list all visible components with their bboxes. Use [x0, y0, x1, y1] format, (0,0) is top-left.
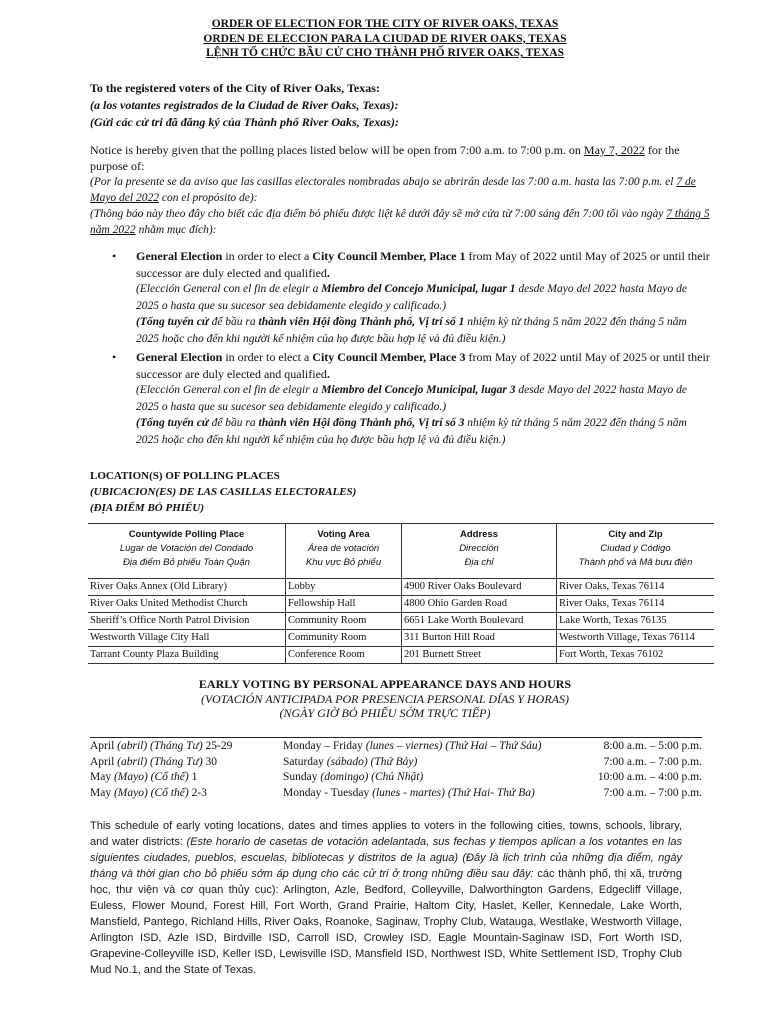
- column-header: Voting Area Área de votación Khu vực Bỏ phiếu: [286, 524, 402, 579]
- salutation-spanish: (a los votantes registrados de la Ciudad de River Oaks, Texas):: [90, 98, 399, 112]
- column-header: City and Zip Ciudad y Código Thành phố và Mã bưu điện: [557, 524, 715, 579]
- schedule-row: May (Mayo) (Cổ thể) 1 Sunday (domingo) (Chủ Nhật) 10:00 a.m. – 4:00 p.m.: [90, 771, 702, 783]
- bullet-icon: •: [112, 249, 117, 263]
- column-header: Countywide Polling Place Lugar de Votación del Condado Địa điểm Bỏ phiếu Toàn Quận: [88, 524, 286, 579]
- locations-heading: LOCATION(S) OF POLLING PLACES (UBICACION(ES) DE LAS CASILLAS ELECTORALES) (ĐỊA ĐIỂM BỎ PHIẾU): [90, 470, 357, 514]
- title-vietnamese: LỆNH TỔ CHỨC BẦU CỬ CHO THÀNH PHỐ RIVER OAKS, TEXAS: [206, 47, 564, 59]
- early-voting-heading: EARLY VOTING BY PERSONAL APPEARANCE DAYS AND HOURS (VOTACIÓN ANTICIPADA POR PRESENCIA PERSONAL DÍAS Y HORAS) (NGÀY GIỜ BỎ PHIẾU SỚM TRỰC TIẾP): [198, 677, 572, 720]
- schedule-row: April (abril) (Tháng Tư) 25-29 Monday – Friday (lunes – viernes) (Thứ Hai – Thứ Sáu) 8:00 a.m. – 5:00 p.m.: [90, 740, 702, 752]
- purpose-item: • General Election in order to elect a City Council Member, Place 1 from May of 2022 until May of 2025 or until their successor are duly elected and qualified. (Elección General con el fin de elegir a Miembro del Concejo Municipal, lugar 1 desde Mayo del 2022 hasta Mayo de 2025 o hasta que su sucesor sea debidamente elegido y calificado.) (Tổng tuyển cử để bầu ra thành viên Hội đồng Thành phố, Vị trí số 1 nhiệm kỳ từ tháng 5 năm 2022 đến tháng 5 năm 2025 hoặc cho đến khi người kế nhiệm của họ được bầu hợp lệ và đủ điều kiện.): [112, 249, 710, 345]
- table-row: Sheriff’s Office North Patrol Division Community Room 6651 Lake Worth Boulevard Lake Worth, Texas 76135: [88, 613, 714, 630]
- schedule-row: April (abril) (Tháng Tư) 30 Saturday (sábado) (Thứ Bảy) 7:00 a.m. – 7:00 p.m.: [90, 755, 702, 768]
- election-date: May 7, 2022: [583, 143, 645, 157]
- purpose-item: • General Election in order to elect a City Council Member, Place 3 from May of 2022 until May of 2025 or until their successor are duly elected and qualified. (Elección General con el fin de elegir a Miembro del Concejo Municipal, lugar 3 desde Mayo del 2022 hasta Mayo de 2025 o hasta que su sucesor sea debidamente elegido y calificado.) (Tổng tuyển cử để bầu ra thành viên Hội đồng Thành phố, Vị trí số 3 nhiệm kỳ từ tháng 5 năm 2022 đến tháng 5 năm 2025 hoặc cho đến khi người kế nhiệm của họ được bầu hợp lệ và đủ điều kiện.): [112, 350, 710, 446]
- salutation: [90, 80, 710, 131]
- polling-places-table: [88, 523, 714, 664]
- title-spanish: ORDEN DE ELECCION PARA LA CIUDAD DE RIVER OAKS, TEXAS: [203, 32, 567, 45]
- table-row: Tarrant County Plaza Building Conference Room 201 Burnett Street Fort Worth, Texas 76102: [88, 647, 714, 664]
- notice-vietnamese: (Thông báo này theo đây cho biết các địa điểm bỏ phiếu được liệt kê dưới đây sẽ mở cửa từ 7:00 sáng đến 7:00 tối vào ngày 7 tháng 5 năm 2022 nhằm mục đích):: [90, 208, 710, 236]
- election-purposes: [90, 248, 712, 450]
- applicability-paragraph: This schedule of early voting locations, dates and times applies to voters in the following cities, towns, schools, library, and water districts: (Este horario de casetas de votación adelantada, sus fechas y tiempos aplican a los votantes en las siguientes ciudades, pueblos, escuelas, bibliotecas y distritos de la agua) (Đây là lịch trình của những địa điểm, ngày tháng và thời gian cho bỏ phiếu sớm áp dụng cho các cử tri ở trong những điều sau đây: các thành phố, thị xã, trường học, thư viện và cơ quan thủy cục): Arlington, Azle, Bedford, Colleyville, Dalworthington Gardens, Edgecliff Village, Euless, Flower Mound, Forest Hill, Fort Worth, Grand Prairie, Haltom City, Haslet, Keller, Kennedale, Lake Worth, Mansfield, Pantego, Richland Hills, River Oaks, Roanoke, Saginaw, Trophy Club, Watauga, Westlake, Westworth Village, Arlington ISD, Azle ISD, Birdville ISD, Carroll ISD, Crowley ISD, Eagle Mountain-Saginaw ISD, Fort Worth ISD, Grapevine-Colleyville ISD, Keller ISD, Lewisville ISD, Mansfield ISD, Northwest ISD, White Settlement ISD, Trophy Club Mud No.1, and the State of Texas.: [90, 820, 683, 976]
- title-english: ORDER OF ELECTION FOR THE CITY OF RIVER OAKS, TEXAS: [211, 18, 559, 30]
- salutation-english: To the registered voters of the City of River Oaks, Texas:: [90, 81, 380, 95]
- schedule-row: May (Mayo) (Cổ thể) 2-3 Monday - Tuesday (lunes - martes) (Thứ Hai- Thứ Ba) 7:00 a.m. – 7:00 p.m.: [90, 786, 702, 799]
- notice-english: Notice is hereby given that the polling places listed below will be open from 7:00 a.m. to 7:00 p.m. on May 7, 2022 for the purpose of:: [90, 143, 680, 173]
- table-row: Westworth Village City Hall Community Room 311 Burton Hill Road Westworth Village, Texas 76114: [88, 630, 714, 647]
- table-header-row: [88, 524, 714, 579]
- notice-spanish: (Por la presente se da aviso que las casillas electorales nombradas abajo se abrirán desde las 7:00 a.m. hasta las 7:00 p.m. el 7 de Mayo del 2022 con el propósito de):: [90, 176, 696, 204]
- early-voting-schedule: [90, 737, 702, 801]
- salutation-vietnamese: (Gửi các cử tri đã đăng ký của Thành phố River Oaks, Texas):: [90, 115, 399, 129]
- column-header: Address Dirección Địa chỉ: [402, 524, 557, 579]
- table-row: River Oaks Annex (Old Library) Lobby 4900 River Oaks Boulevard River Oaks, Texas 76114: [88, 579, 714, 596]
- title-block: [0, 17, 770, 61]
- table-row: River Oaks United Methodist Church Fellowship Hall 4800 Ohio Garden Road River Oaks, Texas 76114: [88, 596, 714, 613]
- notice-paragraph: [90, 142, 712, 238]
- bullet-icon: •: [112, 350, 117, 364]
- jurisdiction-list: Arlington, Azle, Bedford, Colleyville, Dalworthington Gardens, Edgecliff Village, Euless, Flower Mound, Forest Hill, Fort Worth, Grand Prairie, Haltom City, Haslet, Keller, Kennedale, Lake Worth, Mansfield, Pantego, Richland Hills, River Oaks, Roanoke, Saginaw, Trophy Club, Watauga, Westlake, Westworth Village, Arlington ISD, Azle ISD, Birdville ISD, Carroll ISD, Crowley ISD, Eagle Mountain-Saginaw ISD, Fort Worth ISD, Grapevine-Colleyville ISD, Keller ISD, Lewisville ISD, Mansfield ISD, Northwest ISD, White Settlement ISD, Trophy Club Mud No.1, and the State of Texas.: [90, 884, 683, 976]
